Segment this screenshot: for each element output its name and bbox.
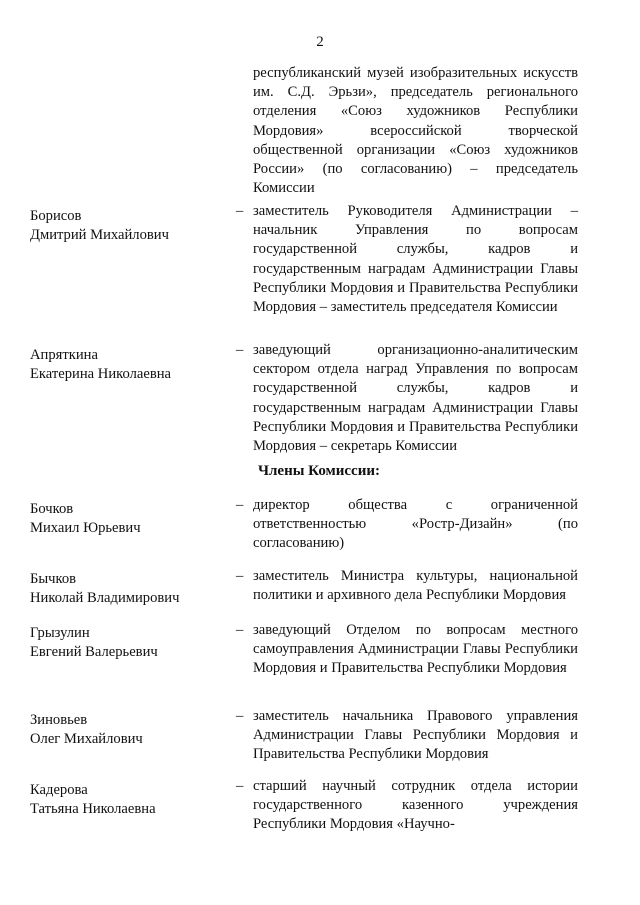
member-description: заместитель Министра культуры, национальной политики и архивного дела Республики Мордовия: [253, 568, 578, 604]
member-description: заместитель начальника Правового управления Администрации Главы Республики Мордовия и Правительства Республики Мордовия: [253, 708, 578, 763]
dash-separator: –: [236, 708, 244, 724]
dash-separator: –: [236, 203, 244, 219]
dash-separator: –: [236, 622, 244, 638]
dash-separator: –: [236, 568, 244, 584]
member-name: [30, 570, 230, 608]
member-given-names: Татьяна Николаевна: [30, 801, 156, 818]
member-name: [30, 500, 230, 538]
member-name: [30, 207, 230, 245]
continuation-text: республиканский музей изобразительных искусств им. С.Д. Эрьзи», председатель регионального отделения «Союз художников Республики Мордовия» всероссийской творческой общественной организации «Союз художников России» (по согласованию) – председатель Комиссии: [253, 65, 578, 197]
member-name: [30, 624, 230, 662]
page-number: 2: [316, 34, 324, 50]
member-surname: Бочков: [30, 501, 74, 517]
dash-separator: –: [236, 342, 244, 358]
member-description: заведующий Отделом по вопросам местного самоуправления Администрации Главы Республики Мордовия и Правительства Республики Мордовия: [253, 622, 578, 677]
member-description: директор общества с ограниченной ответственностью «Ростр-Дизайн» (по согласованию): [253, 497, 578, 552]
member-description: заведующий организационно-аналитическим сектором отдела наград Управления по вопросам государственной службы, кадров и государственным наградам Администрации Главы Республики Мордовия и Правительства Республики Мордовия – секретарь Комиссии: [253, 342, 578, 455]
member-name: [30, 346, 230, 384]
member-given-names: Дмитрий Михайлович: [30, 227, 169, 244]
dash-separator: –: [236, 778, 244, 794]
member-surname: Апряткина: [30, 347, 98, 363]
member-surname: Грызулин: [30, 625, 90, 641]
member-given-names: Михаил Юрьевич: [30, 520, 141, 537]
members-heading: Члены Комиссии:: [258, 463, 380, 479]
member-description: старший научный сотрудник отдела истории государственного казенного учреждения Республики Мордовия «Научно-: [253, 778, 578, 833]
member-surname: Бычков: [30, 571, 77, 587]
member-given-names: Николай Владимирович: [30, 590, 180, 607]
member-description: заместитель Руководителя Администрации – начальник Управления по вопросам государственной службы, кадров и государственным наградам Администрации Главы Республики Мордовия и Правительства Республики Мордовия – заместитель председателя Комиссии: [253, 203, 578, 316]
dash-separator: –: [236, 497, 244, 513]
member-given-names: Евгений Валерьевич: [30, 644, 158, 661]
member-name: [30, 711, 230, 749]
member-surname: Борисов: [30, 208, 82, 224]
member-surname: Зиновьев: [30, 712, 88, 728]
member-surname: Кадерова: [30, 782, 88, 798]
member-name: [30, 781, 230, 819]
member-given-names: Екатерина Николаевна: [30, 366, 171, 383]
member-given-names: Олег Михайлович: [30, 731, 143, 748]
